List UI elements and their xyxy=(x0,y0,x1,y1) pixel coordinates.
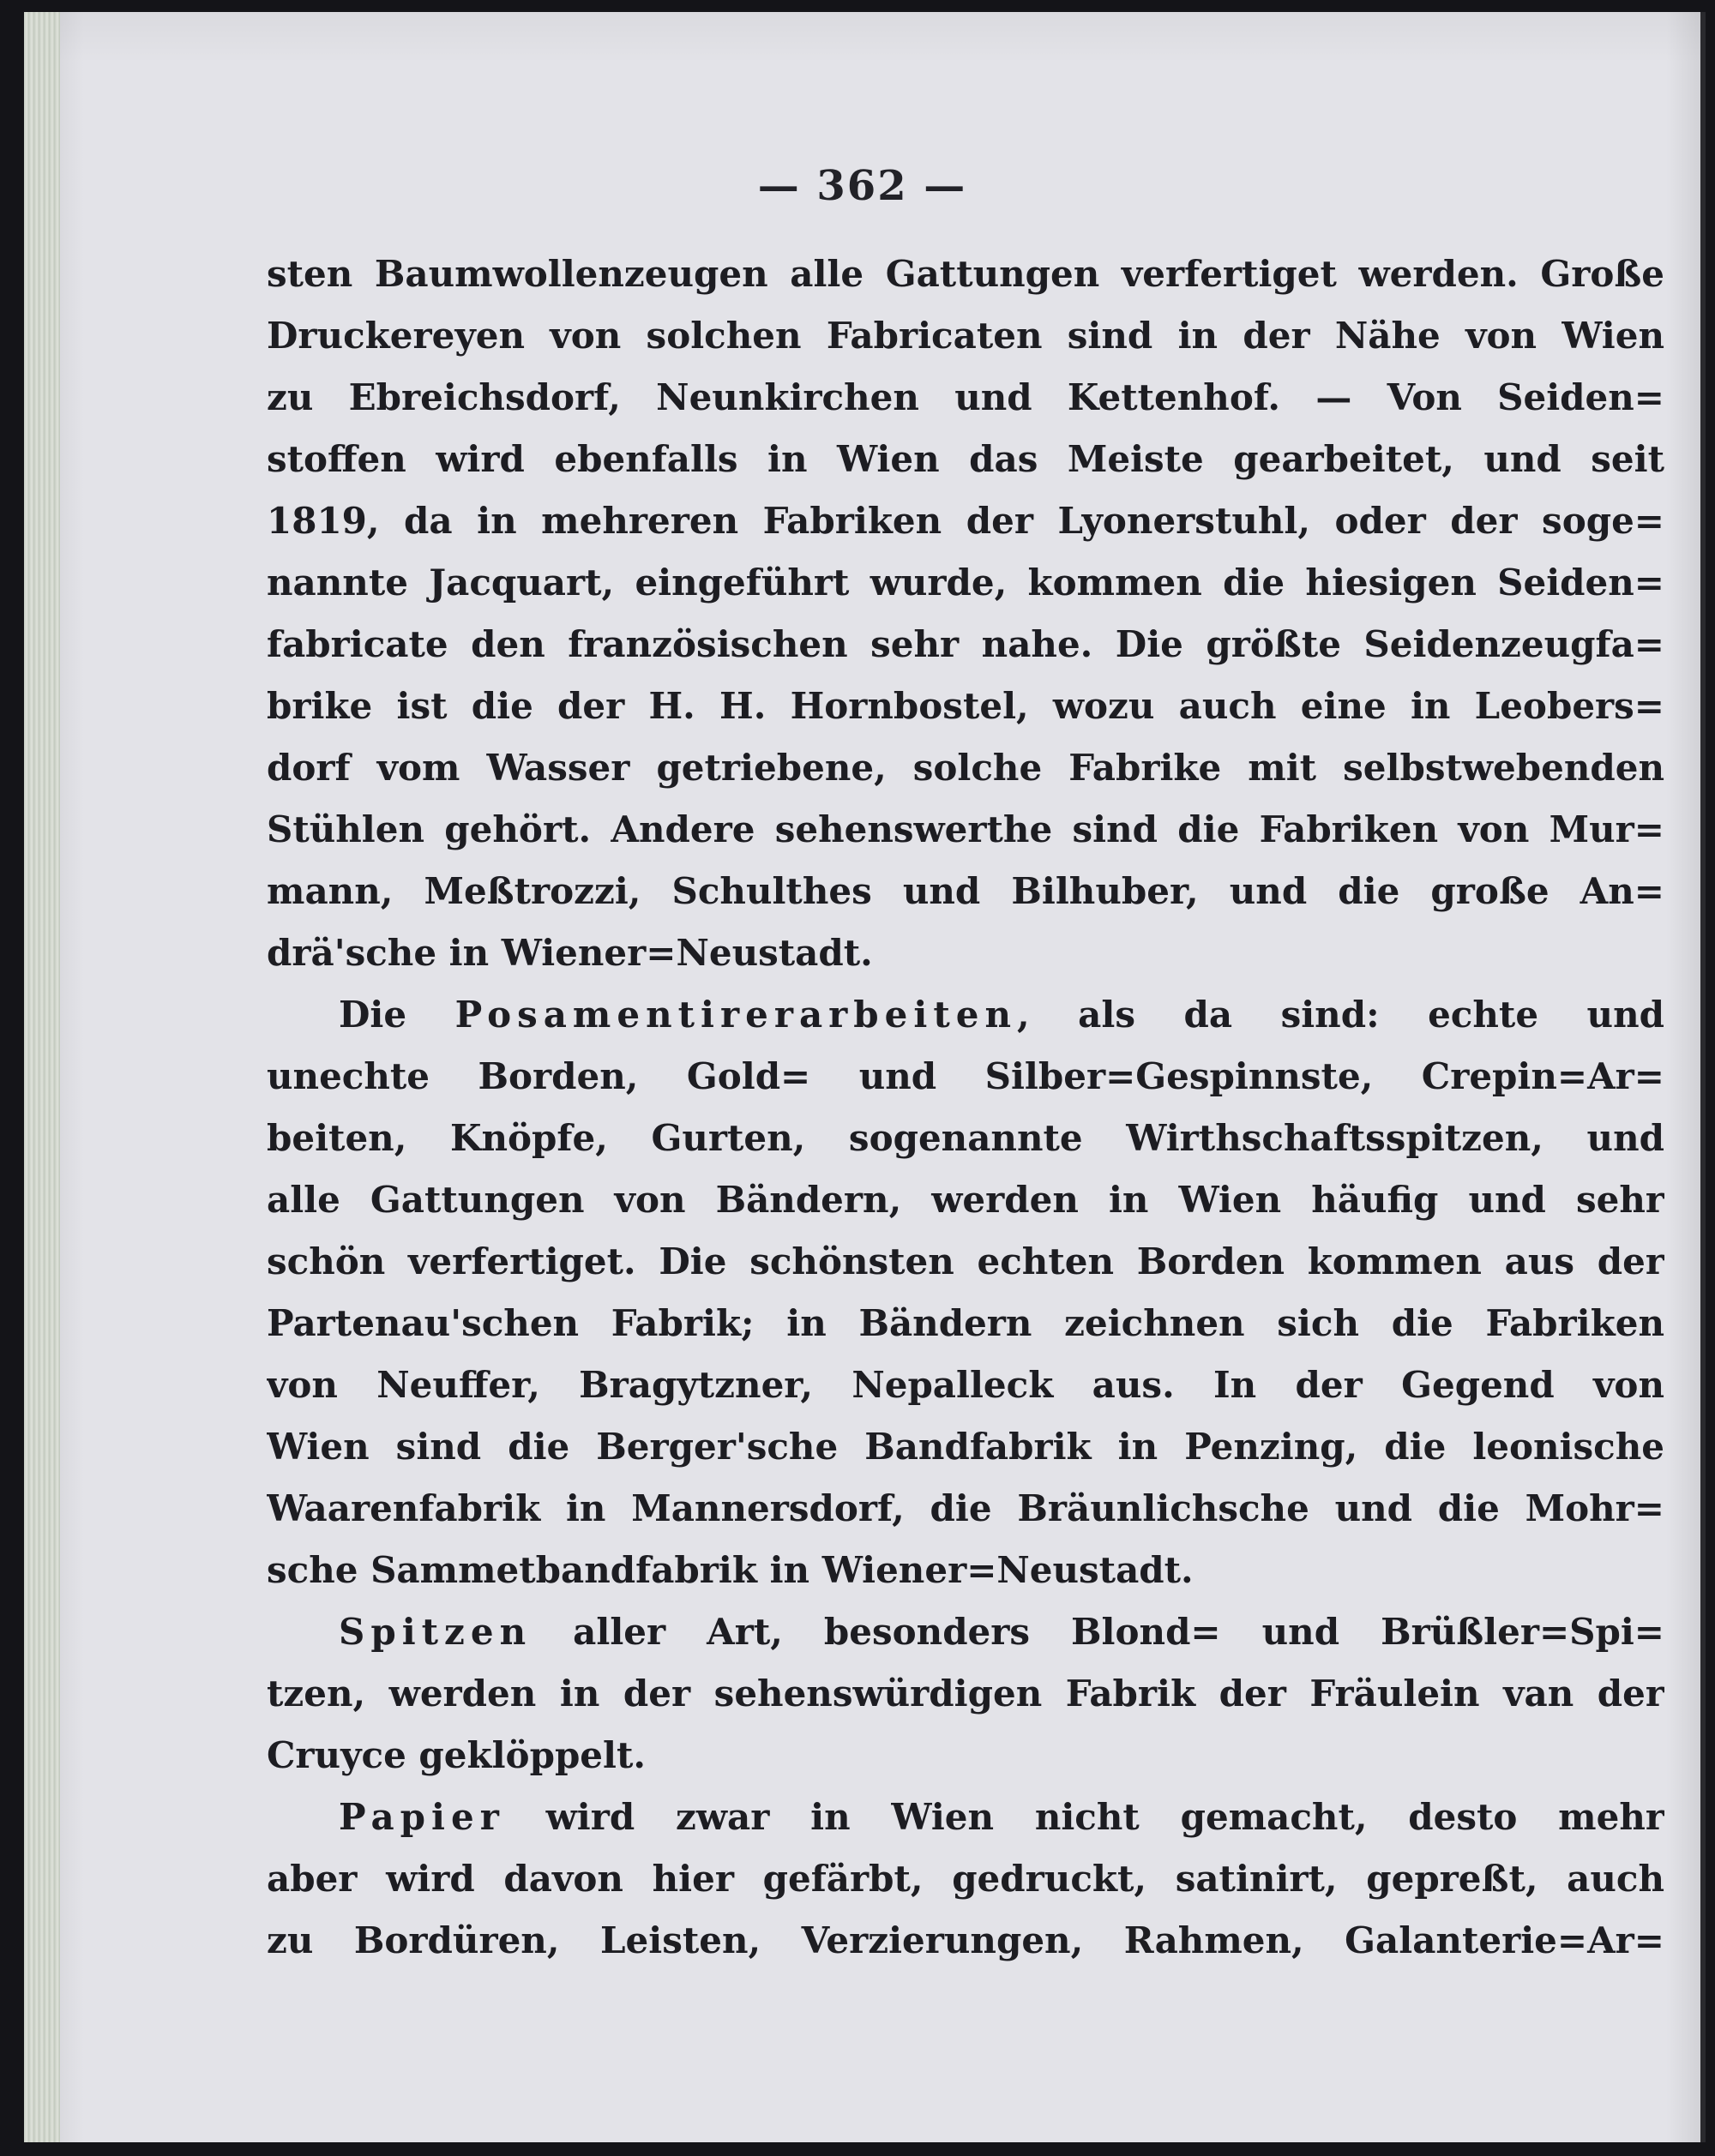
text-line: sche Sammetbandfabrik in Wiener=Neustadt. xyxy=(267,1549,1194,1591)
book-page xyxy=(24,12,1706,2142)
text-line: Wien sind die Berger'sche Bandfabrik in Penzing, die leonische xyxy=(267,1426,1664,1468)
text-line: beiten, Knöpfe, Gurten, sogenannte Wirthschaftsspitzen, und xyxy=(267,1117,1664,1159)
text-line: 1819, da in mehreren Fabriken der Lyonerstuhl, oder der soge= xyxy=(267,500,1664,542)
text-line: stoffen wird ebenfalls in Wien das Meiste gearbeitet, und seit xyxy=(267,438,1664,480)
text-line: aber wird davon hier gefärbt, gedruckt, satinirt, gepreßt, auch xyxy=(267,1858,1664,1900)
text-line: sten Baumwollenzeugen alle Gattungen verfertiget werden. Große xyxy=(267,253,1664,295)
text-line: Spitzen aller Art, besonders Blond= und Brüßler=Spi= xyxy=(339,1611,1664,1653)
body-text xyxy=(267,243,1664,1972)
text-line: dorf vom Wasser getriebene, solche Fabrike mit selbstwebenden xyxy=(267,747,1664,789)
text-line: alle Gattungen von Bändern, werden in Wien häufig und sehr xyxy=(267,1179,1664,1221)
text-line: zu Bordüren, Leisten, Verzierungen, Rahmen, Galanterie=Ar= xyxy=(267,1919,1664,1961)
text-line: mann, Meßtrozzi, Schulthes und Bilhuber, und die große An= xyxy=(267,870,1664,912)
text-line: Die Posamentirerarbeiten, als da sind: echte und xyxy=(339,994,1664,1036)
text-line: Partenau'schen Fabrik; in Bändern zeichnen sich die Fabriken xyxy=(267,1302,1664,1344)
text-line: brike ist die der H. H. Hornbostel, wozu auch eine in Leobers= xyxy=(267,685,1664,727)
text-line: drä'sche in Wiener=Neustadt. xyxy=(267,932,873,974)
text-line: fabricate den französischen sehr nahe. Die größte Seidenzeugfa= xyxy=(267,623,1664,665)
text-line: Cruyce geklöppelt. xyxy=(267,1734,647,1776)
page-edge-stack xyxy=(24,12,60,2142)
text-line: von Neuffer, Bragytzner, Nepalleck aus. In der Gegend von xyxy=(267,1364,1664,1406)
text-line: nannte Jacquart, eingeführt wurde, kommen die hiesigen Seiden= xyxy=(267,562,1664,604)
text-line: Druckereyen von solchen Fabricaten sind in der Nähe von Wien xyxy=(267,315,1664,357)
emphasized-term: Papier xyxy=(339,1796,505,1838)
text-line: unechte Borden, Gold= und Silber=Gespinnste, Crepin=Ar= xyxy=(267,1055,1664,1097)
text-line: Papier wird zwar in Wien nicht gemacht, desto mehr xyxy=(339,1796,1664,1838)
emphasized-term: Spitzen xyxy=(339,1611,533,1653)
text-line: zu Ebreichsdorf, Neunkirchen und Kettenhof. — Von Seiden= xyxy=(267,376,1664,418)
text-line: Stühlen gehört. Andere sehenswerthe sind die Fabriken von Mur= xyxy=(267,808,1664,850)
emphasized-term: Posamentirerarbeiten xyxy=(454,994,1018,1036)
text-line: tzen, werden in der sehenswürdigen Fabrik der Fräulein van der xyxy=(267,1673,1664,1715)
page-number: — 362 — xyxy=(757,162,967,210)
text-line: Waarenfabrik in Mannersdorf, die Bräunlichsche und die Mohr= xyxy=(267,1487,1664,1529)
text-line: schön verfertiget. Die schönsten echten Borden kommen aus der xyxy=(267,1240,1664,1282)
